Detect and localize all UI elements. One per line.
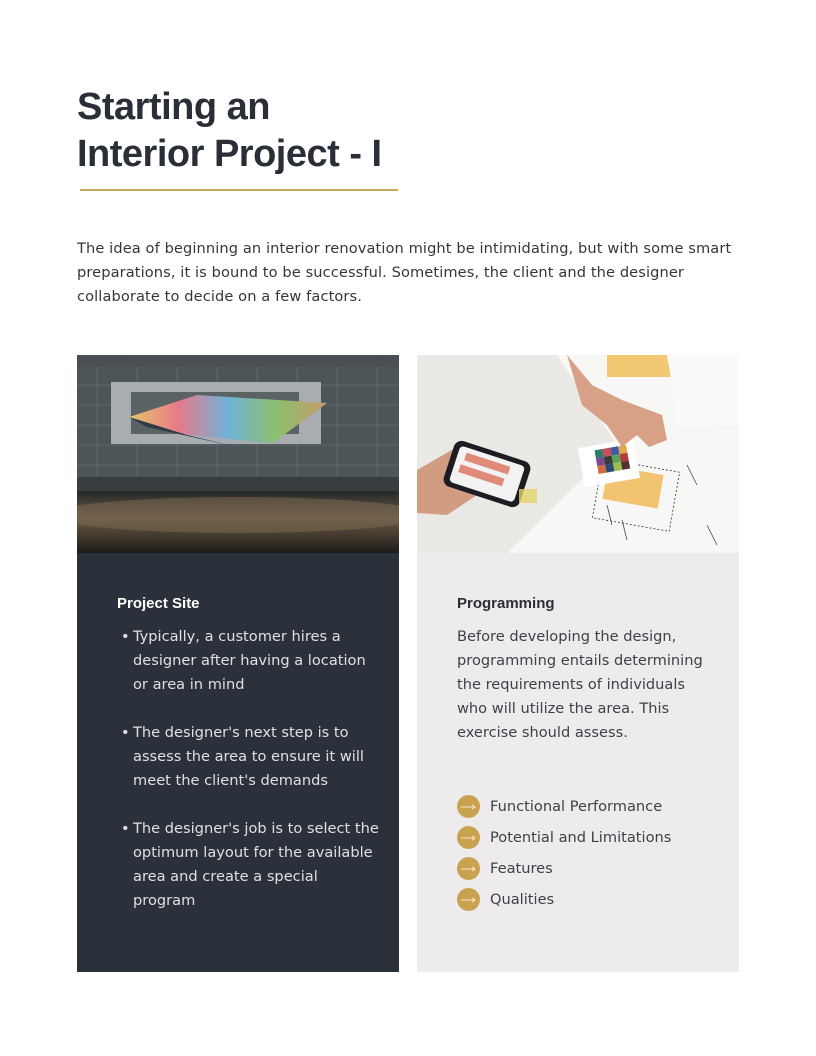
programming-feature-list bbox=[457, 791, 671, 915]
arrow-right-icon bbox=[457, 857, 480, 880]
bullet-item: • Typically, a customer hires a designer after having a location or area in mind bbox=[121, 625, 381, 697]
intro-paragraph: The idea of beginning an interior renovation might be intimidating, but with some smart preparations, it is bound to be successful. Sometimes, the client and the designer collaborate to decide on a few factors. bbox=[77, 240, 732, 305]
feature-label: Functional Performance bbox=[490, 798, 663, 815]
project-site-card bbox=[77, 355, 399, 972]
feature-item bbox=[457, 791, 671, 822]
feature-label: Features bbox=[490, 860, 553, 877]
programming-title: Programming bbox=[457, 595, 555, 612]
arrow-right-icon bbox=[457, 826, 480, 849]
programming-paragraph: Before developing the design, programming entails determining the requirements of individuals who will utilize the area. This exercise should assess. bbox=[457, 628, 703, 741]
project-site-title: Project Site bbox=[117, 595, 200, 612]
page-title bbox=[77, 84, 382, 178]
arrow-right-icon bbox=[457, 888, 480, 911]
bullet-item: • The designer's job is to select the optimum layout for the available area and create a special program bbox=[121, 817, 381, 913]
arrow-right-icon bbox=[457, 795, 480, 818]
feature-item bbox=[457, 822, 671, 853]
programming-card bbox=[417, 355, 739, 972]
title-line-2: Interior Project - I bbox=[77, 133, 382, 175]
title-underline bbox=[80, 189, 398, 191]
feature-label: Potential and Limitations bbox=[490, 829, 672, 846]
project-site-bullets bbox=[121, 625, 381, 937]
feature-label: Qualities bbox=[490, 891, 555, 908]
title-line-1: Starting an bbox=[77, 86, 270, 128]
bullet-item: • The designer's next step is to assess the area to ensure it will meet the client's demands bbox=[121, 721, 381, 793]
bullet-dot-icon: • bbox=[121, 628, 130, 645]
programming-photo bbox=[417, 355, 739, 553]
bullet-dot-icon: • bbox=[121, 724, 130, 741]
bullet-dot-icon: • bbox=[121, 820, 130, 837]
project-site-photo bbox=[77, 355, 399, 553]
feature-item bbox=[457, 853, 671, 884]
feature-item bbox=[457, 884, 671, 915]
